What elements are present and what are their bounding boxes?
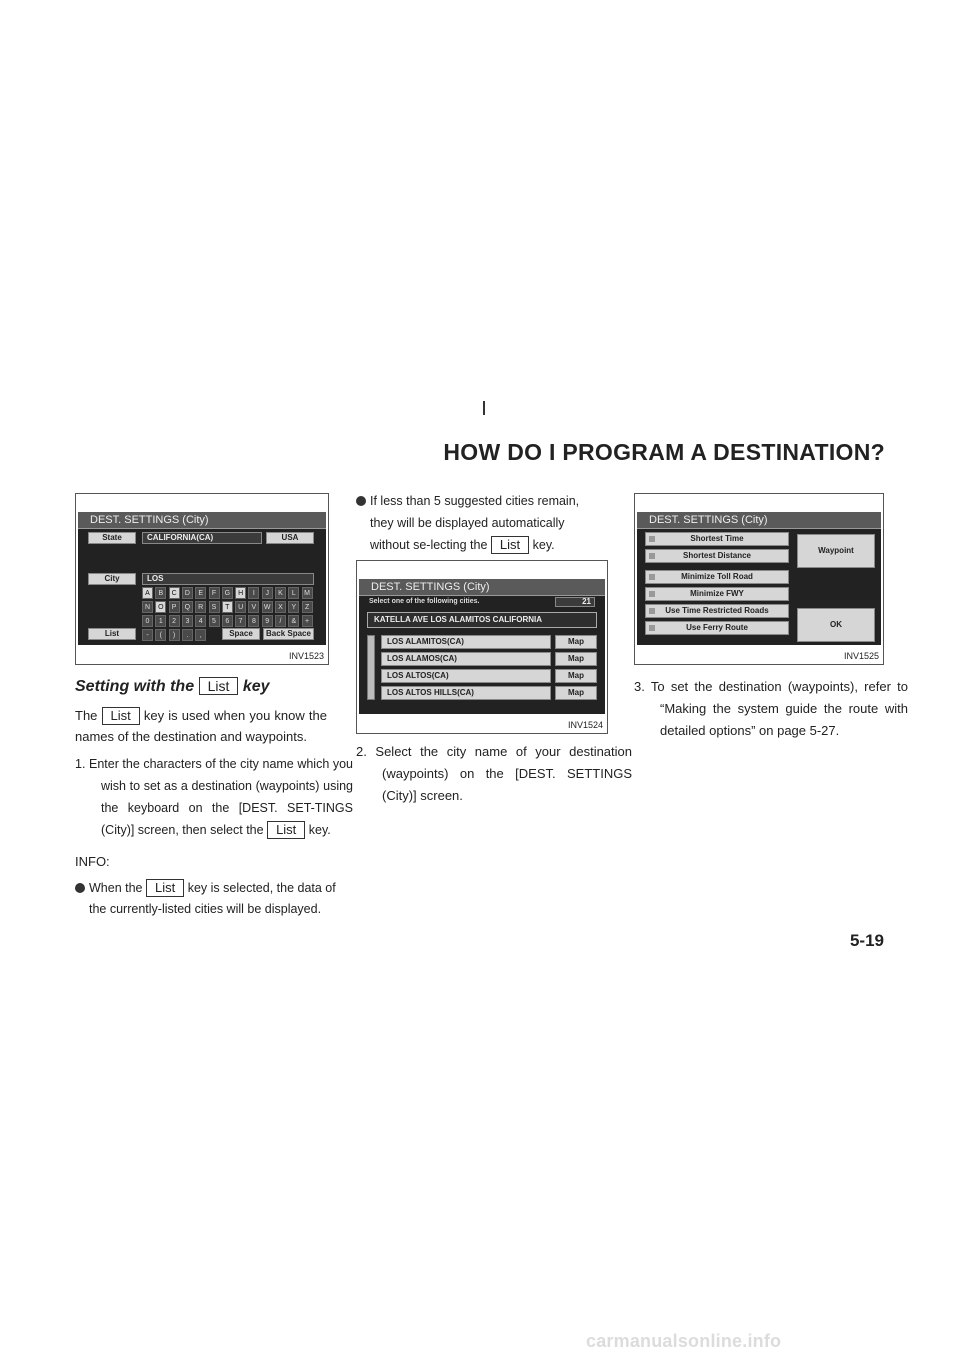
- keyboard-key[interactable]: Z: [302, 601, 313, 613]
- keyboard-key[interactable]: 8: [248, 615, 259, 627]
- route-option-label: Use Time Restricted Roads: [665, 606, 769, 615]
- prompt-text: Select one of the following cities.: [369, 598, 480, 605]
- keyboard-key[interactable]: M: [302, 587, 313, 599]
- keyboard-key[interactable]: L: [288, 587, 299, 599]
- bullet-icon: [75, 883, 85, 893]
- option-indicator-icon: [649, 625, 655, 631]
- step-2: [356, 741, 632, 807]
- list-key-label: List: [199, 677, 239, 695]
- figure-label: INV1524: [567, 720, 603, 730]
- keyboard-key[interactable]: B: [155, 587, 166, 599]
- section-title: [75, 677, 270, 696]
- keyboard-key[interactable]: -: [142, 629, 153, 641]
- keyboard-key[interactable]: T: [222, 601, 233, 613]
- step-1: [75, 753, 353, 841]
- keyboard-key[interactable]: V: [248, 601, 259, 613]
- route-option-label: Shortest Time: [690, 534, 744, 543]
- keyboard-key[interactable]: /: [275, 615, 286, 627]
- keyboard-key[interactable]: ): [169, 629, 180, 641]
- map-button[interactable]: Map: [555, 652, 597, 666]
- keyboard-key[interactable]: 3: [182, 615, 193, 627]
- keyboard-key[interactable]: 1: [155, 615, 166, 627]
- step1-text: 1. Enter the characters of the city name which you wish to set as a destination (waypoints) using the keyboard on the [DEST. SET-TINGS (City)] screen, then select the: [75, 757, 353, 837]
- option-indicator-icon: [649, 553, 655, 559]
- intro-pre: The: [75, 708, 98, 723]
- keyboard-key[interactable]: R: [195, 601, 206, 613]
- option-indicator-icon: [649, 608, 655, 614]
- state-value: CALIFORNIA(CA): [142, 532, 262, 544]
- info-label: INFO:: [75, 854, 110, 869]
- keyboard-key[interactable]: I: [248, 587, 259, 599]
- step2-text: 2. Select the city name of your destination (waypoints) on the [DEST. SETTINGS (City)] screen.: [356, 744, 632, 803]
- route-option[interactable]: [645, 621, 789, 635]
- keyboard-key[interactable]: 4: [195, 615, 206, 627]
- keyboard-key[interactable]: F: [209, 587, 220, 599]
- figure-inv1524: [356, 560, 608, 734]
- figure-inv1523: [75, 493, 329, 665]
- auto-display-bullet: [356, 490, 606, 556]
- screen-title: DEST. SETTINGS (City): [637, 512, 881, 529]
- info-bullet: [75, 878, 341, 920]
- list-key-label: List: [491, 536, 529, 554]
- list-key-label: List: [267, 821, 305, 839]
- bullet-icon: [356, 496, 366, 506]
- footer-watermark: carmanualsonline.info: [586, 1331, 782, 1351]
- map-button[interactable]: Map: [555, 686, 597, 700]
- route-option-label: Minimize FWY: [690, 589, 744, 598]
- keyboard-key[interactable]: X: [275, 601, 286, 613]
- keyboard-key[interactable]: A: [142, 587, 153, 599]
- backspace-button[interactable]: Back Space: [263, 628, 314, 640]
- route-option[interactable]: [645, 604, 789, 618]
- route-option[interactable]: [645, 549, 789, 563]
- keyboard-key[interactable]: P: [169, 601, 180, 613]
- city-input[interactable]: LOS: [142, 573, 314, 585]
- ok-button[interactable]: OK: [797, 608, 875, 642]
- list-key-label: List: [146, 879, 184, 897]
- screen-title: DEST. SETTINGS (City): [78, 512, 326, 529]
- route-option-label: Minimize Toll Road: [681, 572, 753, 581]
- city-list-item[interactable]: LOS ALAMITOS(CA): [381, 635, 551, 649]
- keyboard-key[interactable]: E: [195, 587, 206, 599]
- keyboard-key[interactable]: ,: [195, 629, 206, 641]
- keyboard-key[interactable]: H: [235, 587, 246, 599]
- nav-screen: [359, 579, 605, 714]
- keyboard-key[interactable]: Y: [288, 601, 299, 613]
- figure-inv1525: [634, 493, 884, 665]
- space-button[interactable]: Space: [222, 628, 260, 640]
- step-3: [634, 676, 908, 742]
- bullet1-post: key is selected, the data of the currently-listed cities will be displayed.: [89, 881, 336, 916]
- map-button[interactable]: Map: [555, 635, 597, 649]
- keyboard-key[interactable]: D: [182, 587, 193, 599]
- page-header: HOW DO I PROGRAM A DESTINATION?: [443, 439, 885, 465]
- keyboard-key[interactable]: .: [182, 629, 193, 641]
- keyboard-key[interactable]: 2: [169, 615, 180, 627]
- route-option-label: Shortest Distance: [682, 551, 752, 560]
- keyboard-key[interactable]: +: [302, 615, 313, 627]
- section-title-suffix: key: [242, 678, 270, 695]
- intro-post: key is used when you know the names of the destination and waypoints.: [75, 708, 327, 744]
- keyboard-key[interactable]: 6: [222, 615, 233, 627]
- keyboard-key[interactable]: 0: [142, 615, 153, 627]
- city-list-item[interactable]: LOS ALTOS HILLS(CA): [381, 686, 551, 700]
- keyboard-key[interactable]: J: [262, 587, 273, 599]
- step3-text: 3. To set the destination (waypoints), refer to “Making the system guide the route with detailed options” on page 5-27.: [634, 679, 908, 738]
- keyboard-key[interactable]: &: [288, 615, 299, 627]
- keyboard-key[interactable]: W: [262, 601, 273, 613]
- keyboard-key[interactable]: 7: [235, 615, 246, 627]
- keyboard-key[interactable]: S: [209, 601, 220, 613]
- keyboard-key[interactable]: U: [235, 601, 246, 613]
- result-count: 21: [555, 597, 595, 607]
- keyboard-key[interactable]: K: [275, 587, 286, 599]
- keyboard-key[interactable]: G: [222, 587, 233, 599]
- keyboard-key[interactable]: C: [169, 587, 180, 599]
- section-title-prefix: Setting with the: [75, 678, 195, 695]
- route-option[interactable]: [645, 587, 789, 601]
- keyboard-key[interactable]: Q: [182, 601, 193, 613]
- figure-label: INV1523: [288, 651, 324, 661]
- route-option-label: Use Ferry Route: [686, 623, 748, 632]
- keyboard-key[interactable]: 9: [262, 615, 273, 627]
- state-button[interactable]: State: [88, 532, 136, 544]
- city-list-item[interactable]: LOS ALAMOS(CA): [381, 652, 551, 666]
- list-key-label: List: [102, 707, 140, 725]
- option-indicator-icon: [649, 574, 655, 580]
- step1-post: key.: [308, 823, 331, 837]
- city-button[interactable]: City: [88, 573, 136, 585]
- screen-title: DEST. SETTINGS (City): [359, 579, 605, 596]
- keyboard-key[interactable]: O: [155, 601, 166, 613]
- city-list-item[interactable]: LOS ALTOS(CA): [381, 669, 551, 683]
- keyboard-key[interactable]: 5: [209, 615, 220, 627]
- option-indicator-icon: [649, 591, 655, 597]
- route-option[interactable]: [645, 570, 789, 584]
- list-button[interactable]: List: [88, 628, 136, 640]
- bullet2-pre: If less than 5 suggested cities remain, they will be displayed automatically without se-lecting the: [370, 494, 580, 552]
- header-rule: [483, 401, 485, 415]
- country-button[interactable]: USA: [266, 532, 314, 544]
- bullet2-post: key.: [532, 538, 555, 552]
- paragraph-intro: [75, 705, 327, 747]
- nav-screen: [637, 512, 881, 645]
- route-option[interactable]: [645, 532, 789, 546]
- map-button[interactable]: Map: [555, 669, 597, 683]
- waypoint-button[interactable]: Waypoint: [797, 534, 875, 568]
- option-indicator-icon: [649, 536, 655, 542]
- keyboard-key[interactable]: N: [142, 601, 153, 613]
- keyboard-key[interactable]: (: [155, 629, 166, 641]
- figure-label: INV1525: [843, 651, 879, 661]
- selected-city[interactable]: KATELLA AVE LOS ALAMITOS CALIFORNIA: [367, 612, 597, 628]
- scrollbar[interactable]: [367, 635, 375, 700]
- bullet1-pre: When the: [89, 881, 143, 895]
- page-number: 5-19: [849, 931, 884, 950]
- nav-screen: [78, 512, 326, 645]
